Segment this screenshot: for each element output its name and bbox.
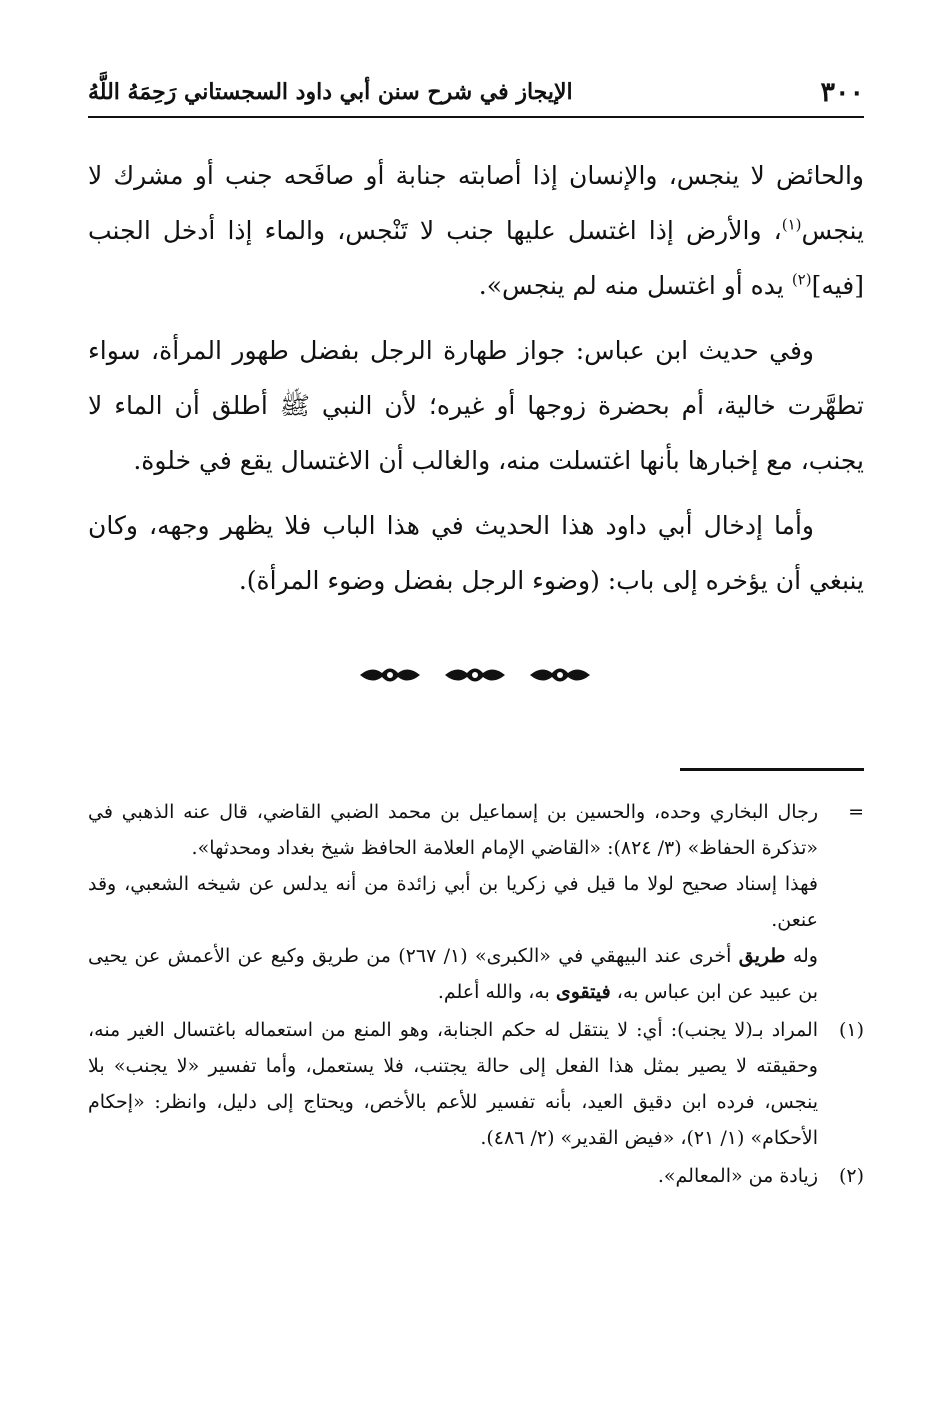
footnote-1 bbox=[88, 1012, 864, 1156]
continuation-mark: = bbox=[848, 801, 864, 823]
text-run: به، والله أعلم. bbox=[437, 981, 556, 1003]
bold-term: طريق bbox=[738, 945, 786, 967]
ornament-icon bbox=[528, 662, 592, 688]
footnote-2 bbox=[88, 1158, 864, 1194]
book-title: الإيجاز في شرح سنن أبي داود السجستاني رَحِمَهُ اللَّهُ bbox=[88, 79, 573, 105]
running-header bbox=[88, 72, 864, 112]
paragraph-3: وأما إدخال أبي داود هذا الحديث في هذا الباب فلا يظهر وجهه، وكان ينبغي أن يؤخره إلى باب: (وضوء الرجل بفضل وضوء المرأة). bbox=[88, 511, 864, 595]
bold-term: فيتقوى bbox=[555, 981, 611, 1003]
footnote-1-text: المراد بـ(لا يجنب): أي: لا ينتقل له حكم الجنابة، وهو المنع من استعماله باغتسال الغير منه، وحقيقته لا يصير بمثل هذا الفعل إلى حالة يجتنب، فلا يستعمل، وأما تفسير «لا يجنب» بلا ينجس، فرده ابن دقيق العيد، بأنه تفسير للأعم بالأخص، ويحتاج إلى دليل، وانظر: «إحكام الأحكام» (١/ ٢١)، «فيض القدير» (٢/ ٤٨٦). bbox=[88, 1019, 818, 1149]
ornament-icon bbox=[443, 662, 507, 688]
footnote-continuation-p2: فهذا إسناد صحيح لولا ما قيل في زكريا بن أبي زائدة من أنه يدلس عن شيخه الشعبي، وقد عنعن. bbox=[88, 873, 818, 931]
footnote-divider bbox=[680, 768, 864, 771]
footnote-continuation-p1: رجال البخاري وحده، والحسين بن إسماعيل بن محمد الضبي القاضي، قال عنه الذهبي في «تذكرة الحفاظ» (٣/ ٨٢٤): «القاضي الإمام العلامة الحافظ شيخ بغداد ومحدثها». bbox=[88, 801, 818, 859]
footnote-1-number: (١) bbox=[838, 1019, 864, 1041]
text-run: أخرى عند البيهقي في «الكبرى» (١/ ٢٦٧) من طريق وكيع عن الأعمش عن يحيى بن عبيد عن ابن عباس به، bbox=[88, 945, 818, 1003]
main-text bbox=[88, 148, 864, 618]
footnotes bbox=[88, 794, 864, 1196]
footnote-continuation-p3 bbox=[88, 938, 818, 1010]
text-run: وله bbox=[785, 945, 818, 967]
paragraph-2: وفي حديث ابن عباس: جواز طهارة الرجل بفضل طهور المرأة، سواء تطهَّرت خالية، أم بحضرة زوجها أو غيره؛ لأن النبي ﷺ أطلق أن الماء لا يجنب، مع إخبارها بأنها اغتسلت منه، والغالب أن الاغتسال يقع في خلوة. bbox=[88, 336, 864, 475]
section-end-ornament bbox=[358, 660, 592, 690]
paragraph-1-part-b: ، والأرض إذا اغتسل عليها جنب لا تَنْجس، والماء إذا أدخل الجنب [فيه] bbox=[88, 216, 864, 300]
paragraph-1-part-a: والحائض لا ينجس، والإنسان إذا أصابته جنابة أو صافَحه جنب أو مشرك لا ينجس bbox=[88, 161, 864, 245]
paragraph-1-part-c: يده أو اغتسل منه لم ينجس». bbox=[478, 271, 792, 300]
footnote-2-number: (٢) bbox=[838, 1165, 864, 1187]
footnote-continuation bbox=[88, 794, 864, 1010]
page-number: ٣٠٠ bbox=[820, 76, 864, 108]
footnote-2-text: زيادة من «المعالم». bbox=[657, 1165, 818, 1187]
footnote-ref-2[interactable]: (٢) bbox=[791, 270, 812, 289]
footnote-ref-1[interactable]: (١) bbox=[781, 215, 802, 234]
header-divider bbox=[88, 116, 864, 118]
ornament-icon bbox=[358, 662, 422, 688]
paragraph-1 bbox=[88, 148, 864, 313]
